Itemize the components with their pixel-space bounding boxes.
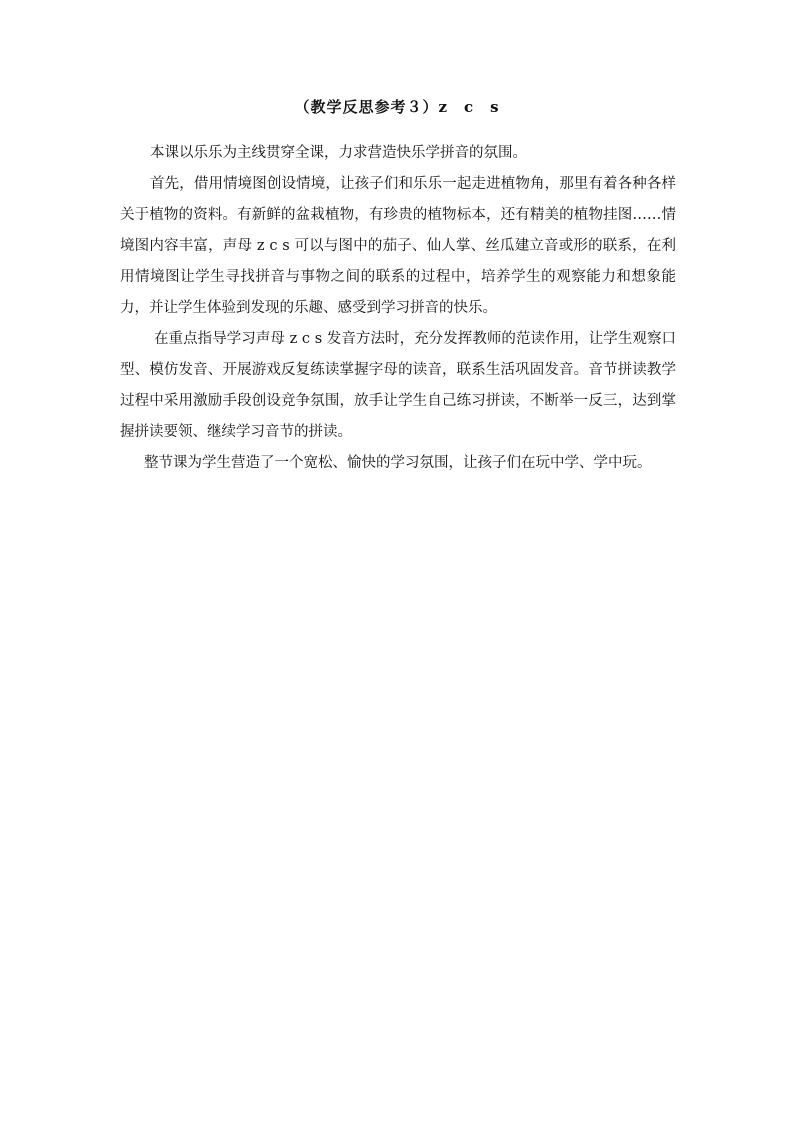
paragraph-pronunciation: 在重点指导学习声母 z c s 发音方法时，充分发挥教师的范读作用，让学生观察口型、模仿发音、开展游戏反复练读掌握字母的读音，联系生活巩固发音。音节拼读教学过程中采用激励手段创设竞争氛围，放手让学生自己练习拼读，不断举一反三，达到掌握拼读要领、继续学习音节的拼读。 <box>120 331 676 440</box>
paragraph-intro: 本课以乐乐为主线贯穿全课，力求营造快乐学拼音的氛围。 <box>150 145 527 161</box>
document-title: （教学反思参考３）z c s <box>294 98 500 116</box>
document-body <box>120 138 676 479</box>
paragraph-situation: 首先，借用情境图创设情境，让孩子们和乐乐一起走进植物角，那里有着各种各样关于植物的资料。有新鲜的盆栽植物，有珍贵的植物标本，还有精美的植物挂图……情境图内容丰富，声母 z c s 可以与图中的茄子、仙人掌、丝瓜建立音或形的联系，在利用情境图让学生寻找拼音与事物之间的联系的过程中，培养学生的观察能力和想象能力，并让学生体验到发现的乐趣、感受到学习拼音的快乐。 <box>120 176 676 316</box>
paragraph-summary: 整节课为学生营造了一个宽松、愉快的学习氛围，让孩子们在玩中学、学中玩。 <box>144 455 652 471</box>
